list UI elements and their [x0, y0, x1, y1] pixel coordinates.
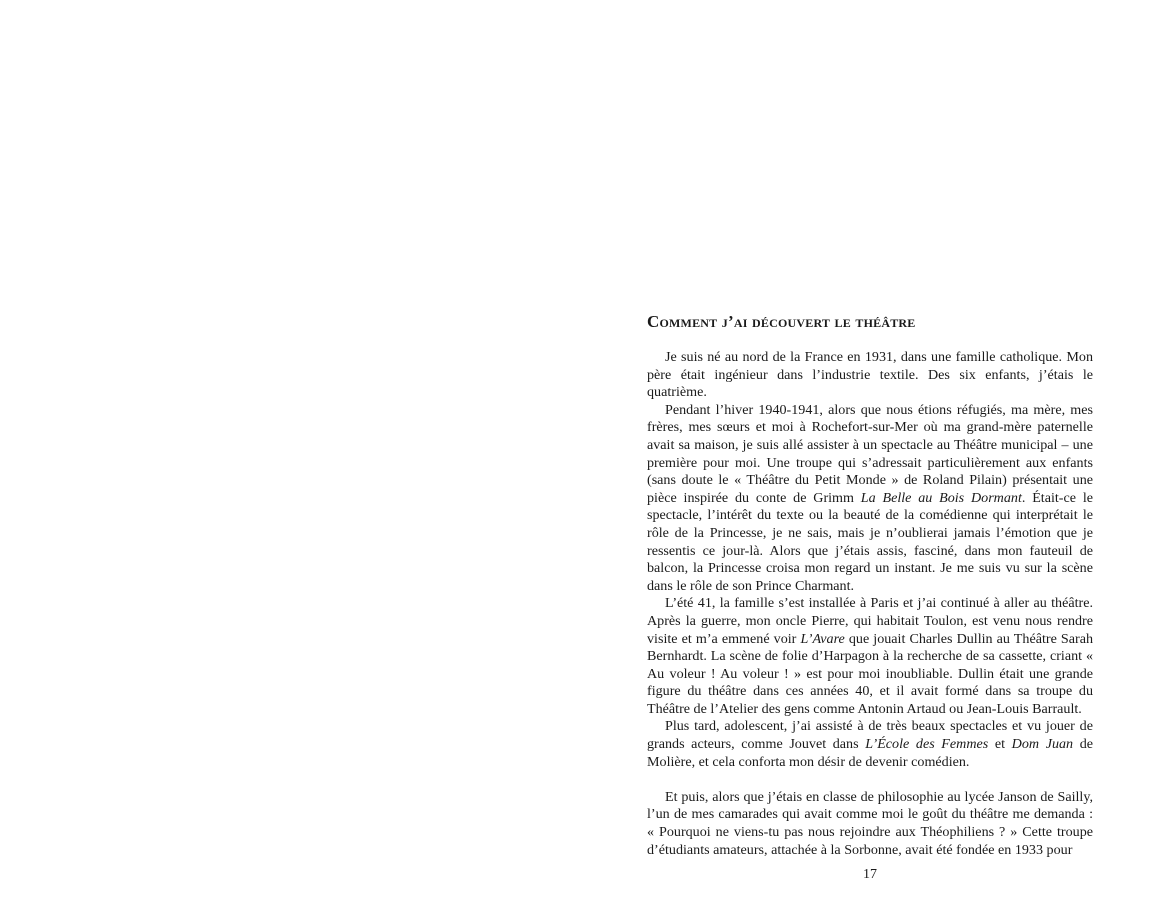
work-title: La Belle au Bois Dormant — [860, 489, 1022, 506]
text-run: L’été 41, la famille s’est installée à Paris et j’ai continué à aller au théâtre. Après la guerre, mon oncle Pierre, qui habitait Toulon, est venu nous rendre visite et m’a emmené voir — [647, 595, 1093, 647]
text-run: et — [988, 736, 1012, 753]
page-number: 17 — [863, 867, 877, 882]
right-page — [647, 312, 1093, 859]
paragraph — [647, 718, 1093, 771]
paragraph: Et puis, alors que j’étais en classe de philosophie au lycée Janson de Sailly, l’un de mes camarades qui avait comme moi le goût du théâtre me demanda : « Pourquoi ne viens-tu pas nous rejoindre aux Théophiliens ? » Cette troupe d’étudiants amateurs, attachée à la Sorbonne, avait été fondée en 1933 pour — [647, 788, 1093, 858]
paragraph: Je suis né au nord de la France en 1931, dans une famille catholique. Mon père était ingénieur dans l’industrie textile. Des six enfants, j’étais le quatrième. — [647, 349, 1093, 401]
body-text — [647, 349, 1093, 859]
work-title: L’Avare — [800, 630, 845, 647]
chapter-title: Comment j’ai découvert le théâtre — [647, 312, 916, 331]
work-title: L’École des Femmes — [865, 736, 989, 753]
paragraph — [647, 402, 1093, 596]
text-run: que jouait Charles Dullin au Théâtre Sarah Bernhardt. La scène de folie d’Harpagon à la recherche de sa cassette, criant « Au voleur ! Au voleur ! » est pour moi inoubliable. Dullin était une grande figure du théâtre dans ces années 40, et il avait formé dans sa troupe du Théâtre de l’Atelier des gens comme Antonin Artaud ou Jean-Louis Barrault. — [647, 630, 1093, 717]
text-run: Plus tard, adolescent, j’ai assisté à de très beaux spectacles et vu jouer de grands acteurs, comme Jouvet dans — [647, 718, 1093, 753]
text-run: . Était-ce le spectacle, l’intérêt du texte ou la beauté de la comédienne qui interprétait le rôle de la Princesse, je ne sais, mais je n’oublierai jamais l’émotion que je ressentis ce jour-là. Alors que j’étais assis, fasciné, dans mon fauteuil de balcon, la Princesse croisa mon regard un instant. Je me suis vu sur la scène dans le rôle de son Prince Charmant. — [647, 489, 1093, 594]
paragraph — [647, 595, 1093, 718]
work-title: Dom Juan — [1011, 736, 1074, 753]
text-run: Pendant l’hiver 1940-1941, alors que nous étions réfugiés, ma mère, mes frères, mes sœurs et moi à Rochefort-sur-Mer où ma grand-mère paternelle avait sa maison, je suis allé assister à un spectacle au Théâtre municipal – une première pour moi. Une troupe qui s’adressait particulièrement aux enfants (sans doute le « Théâtre du Petit Monde » de Roland Pilain) présentait une pièce inspirée du conte de Grimm — [647, 401, 1093, 506]
text-run: de Molière, et cela conforta mon désir de devenir comédien. — [647, 736, 1094, 770]
